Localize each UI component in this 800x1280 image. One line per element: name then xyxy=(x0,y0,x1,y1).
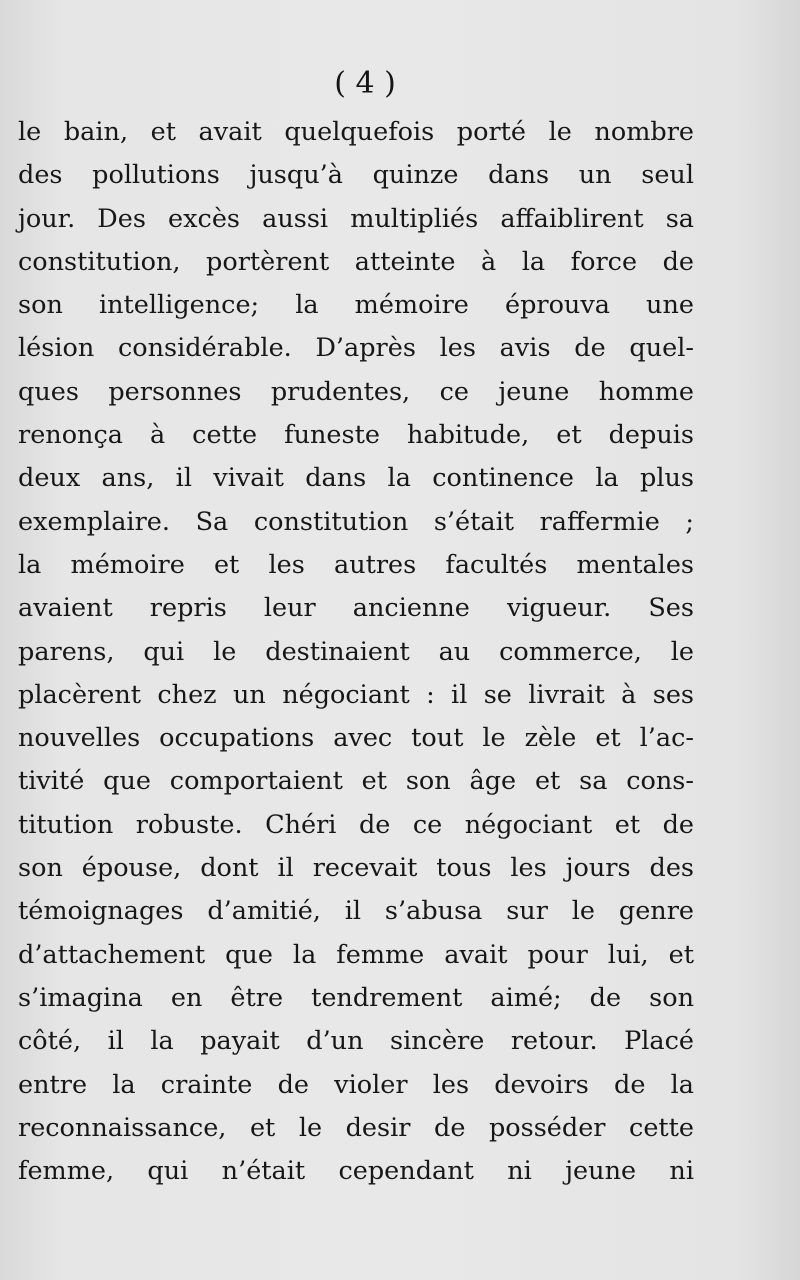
text-line: placèrent chez un négociant : il se livrait à ses xyxy=(18,679,694,710)
text-line: jour. Des excès aussi multipliés affaiblirent sa xyxy=(18,203,694,234)
text-line: constitution, portèrent atteinte à la force de xyxy=(18,246,694,277)
text-line: avaient repris leur ancienne vigueur. Ses xyxy=(18,593,694,624)
text-line: titution robuste. Chéri de ce négociant et de xyxy=(18,809,694,840)
text-line: renonça à cette funeste habitude, et depuis xyxy=(18,420,694,451)
text-line: ques personnes prudentes, ce jeune homme xyxy=(18,376,694,407)
text-line: femme, qui n’était cependant ni jeune ni xyxy=(18,1156,694,1187)
text-line: nouvelles occupations avec tout le zèle et l’ac- xyxy=(18,723,694,754)
page-number: ( 4 ) xyxy=(334,66,396,101)
text-line: des pollutions jusqu’à quinze dans un seul xyxy=(18,160,694,191)
text-line: son intelligence; la mémoire éprouva une xyxy=(18,290,694,321)
text-line: lésion considérable. D’après les avis de quel- xyxy=(18,333,694,364)
text-line: parens, qui le destinaient au commerce, le xyxy=(18,636,694,667)
text-line: côté, il la payait d’un sincère retour. Placé xyxy=(18,1026,694,1057)
text-line: témoignages d’amitié, il s’abusa sur le genre xyxy=(18,896,694,927)
text-line: la mémoire et les autres facultés mentales xyxy=(18,549,694,580)
body-text xyxy=(18,111,694,1193)
text-line: entre la crainte de violer les devoirs de la xyxy=(18,1069,694,1100)
text-line: son épouse, dont il recevait tous les jours des xyxy=(18,853,694,884)
text-line: reconnaissance, et le desir de posséder cette xyxy=(18,1112,694,1143)
text-line: s’imagina en être tendrement aimé; de son xyxy=(18,982,694,1013)
text-line: d’attachement que la femme avait pour lui, et xyxy=(18,939,694,970)
text-line: tivité que comportaient et son âge et sa cons- xyxy=(18,766,694,797)
text-line: exemplaire. Sa constitution s’était raffermie ; xyxy=(18,506,694,537)
text-line: deux ans, il vivait dans la continence la plus xyxy=(18,463,694,494)
text-line: le bain, et avait quelquefois porté le nombre xyxy=(18,117,694,147)
